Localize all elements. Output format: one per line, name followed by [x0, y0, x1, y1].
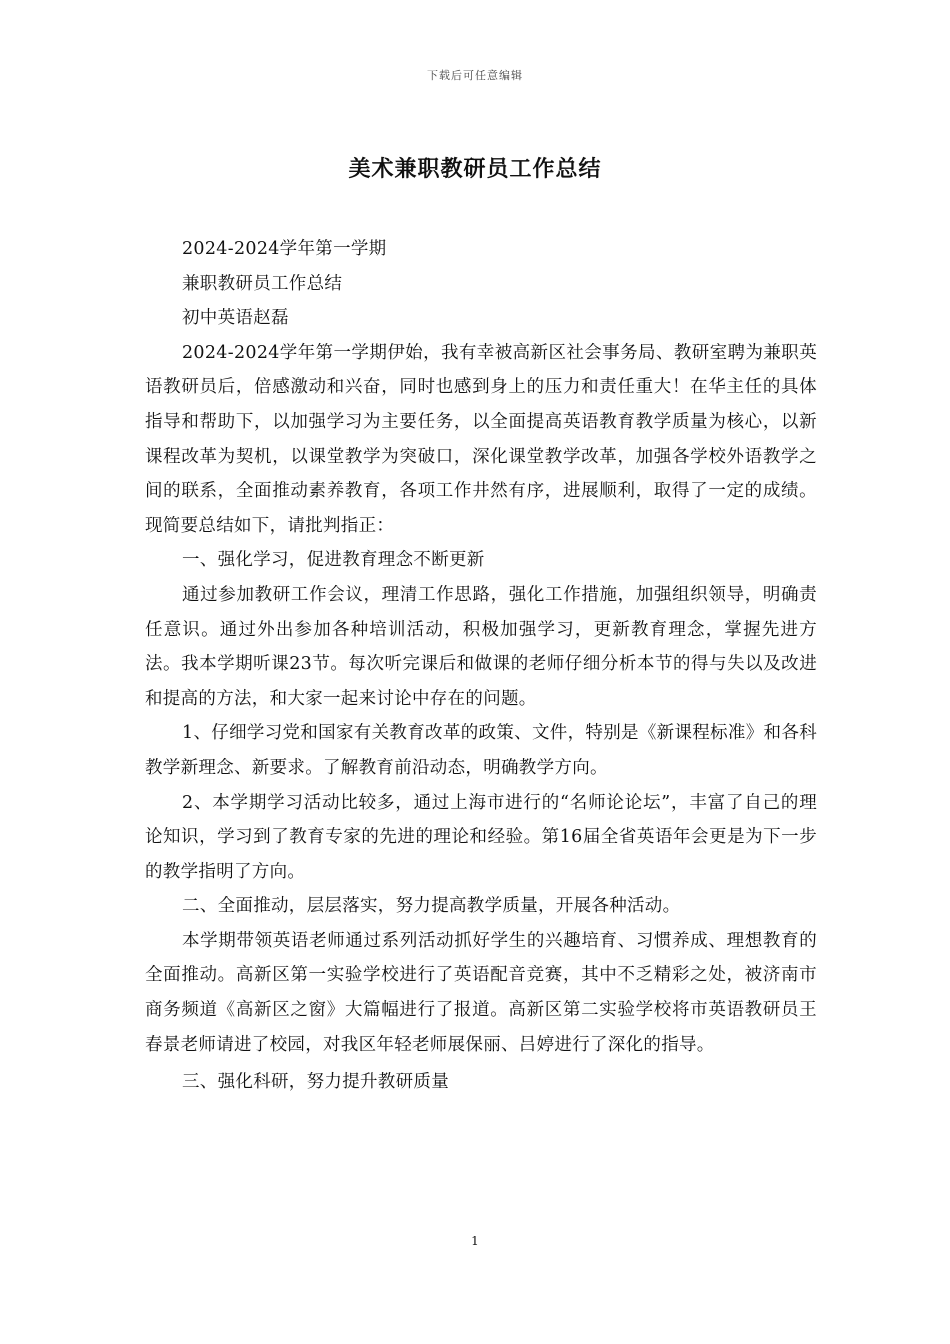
paragraph-intro: 2024-2024学年第一学期伊始，我有幸被高新区社会事务局、教研室聘为兼职英语教研员后，倍感激动和兴奋，同时也感到身上的压力和责任重大！在华主任的具体指导和帮助下，以加强学习为主要任务，以全面提高英语教育教学质量为核心，以新课程改革为契机，以课堂教学为突破口，深化课堂教学改革，加强各学校外语教学之间的联系，全面推动素养教育，各项工作井然有序，进展顺利，取得了一定的成绩。现简要总结如下，请批判指正： — [145, 342, 817, 536]
paragraph: 通过参加教研工作会议，理清工作思路，强化工作措施，加强组织领导，明确责任意识。通过外出参加各种培训活动，积极加强学习，更新教育理念，掌握先进方法。我本学期听课23节。每次听完课后和做课的老师仔细分析本节的得与失以及改进和提高的方法，和大家一起来讨论中存在的问题。 — [145, 584, 817, 709]
paragraph: 本学期带领英语老师通过系列活动抓好学生的兴趣培育、习惯养成、理想教育的全面推动。高新区第一实验学校进行了英语配音竞赛，其中不乏精彩之处，被济南市商务频道《高新区之窗》大篇幅进行了报道。高新区第二实验学校将市英语教研员王春景老师请进了校园，对我区年轻老师展保丽、吕婷进行了深化的指导。 — [145, 930, 817, 1055]
section-heading-1: 一、强化学习，促进教育理念不断更新 — [182, 550, 485, 571]
paragraph-subtitle: 兼职教研员工作总结 — [182, 273, 343, 294]
paragraph: 1、仔细学习党和国家有关教育改革的政策、文件，特别是《新课程标准》和各科教学新理念、新要求。了解教育前沿动态，明确教学方向。 — [145, 723, 817, 778]
section-heading-3: 三、强化科研，努力提升教研质量 — [182, 1072, 449, 1093]
page-number: 1 — [471, 1234, 479, 1248]
document-body — [145, 232, 817, 1100]
paragraph: 2、本学期学习活动比较多，通过上海市进行的“名师论论坛”，丰富了自己的理论知识，学习到了教育专家的先进的理论和经验。第16届全省英语年会更是为下一步的教学指明了方向。 — [145, 792, 817, 882]
paragraph-term: 2024-2024学年第一学期 — [182, 239, 387, 259]
document-title: 美术兼职教研员工作总结 — [348, 156, 602, 182]
header-note: 下载后可任意编辑 — [427, 69, 523, 82]
paragraph-author: 初中英语赵磊 — [182, 308, 289, 329]
section-heading-2: 二、全面推动，层层落实，努力提高教学质量，开展各种活动。 — [182, 896, 681, 917]
